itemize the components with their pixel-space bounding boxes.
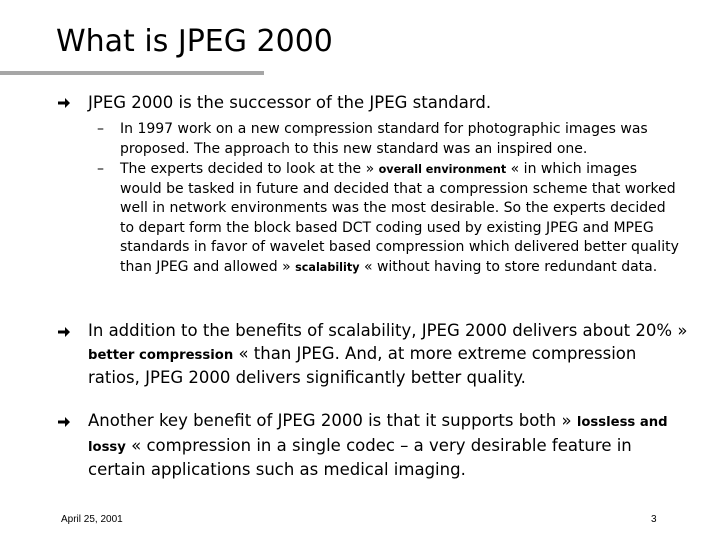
- right-arrow-icon: [57, 96, 71, 110]
- keyword-overall-environment: overall environment: [378, 163, 507, 176]
- footer-date: April 25, 2001: [61, 514, 123, 525]
- text-segment: The experts decided to look at the »: [120, 161, 379, 177]
- bullet-3-text: [88, 410, 688, 482]
- text-segment: « in which images would be tasked in future and decided that a compression scheme that worked well in network environments was the most desirable. So the experts decided to depart form the block based DCT coding used by existing JPEG and MPEG standards in favor of wavelet based compression which delivered better quality than JPEG and allowed »: [120, 161, 679, 275]
- keyword-scalability: scalability: [295, 260, 360, 274]
- text-segment: « compression in a single codec – a very desirable feature in certain applications such as medical imaging.: [88, 435, 632, 479]
- sub-bullet-2-text: [120, 160, 680, 277]
- title-underline: [0, 71, 264, 75]
- keyword-better-compression: better compression: [88, 347, 234, 363]
- keyword-lossless-and-lossy: lossless and lossy: [88, 415, 668, 455]
- page-number: 3: [651, 514, 657, 525]
- text-segment: « than JPEG. And, at more extreme compression ratios, JPEG 2000 delivers significantly better quality.: [88, 343, 637, 387]
- sub-bullet-1-text: In 1997 work on a new compression standard for photographic images was proposed. The approach to this new standard was an inspired one.: [120, 121, 648, 157]
- slide-title: What is JPEG 2000: [56, 24, 333, 59]
- dash-marker: –: [97, 161, 104, 177]
- text-segment: In addition to the benefits of scalability, JPEG 2000 delivers about 20% »: [88, 321, 688, 340]
- text-segment: « without having to store redundant data.: [359, 258, 658, 275]
- text-segment: Another key benefit of JPEG 2000 is that it supports both »: [88, 411, 577, 430]
- bullet-2-text: [88, 320, 688, 390]
- right-arrow-icon: [57, 325, 71, 339]
- right-arrow-icon: [57, 415, 71, 429]
- dash-marker: –: [97, 121, 104, 137]
- bullet-1-text: JPEG 2000 is the successor of the JPEG standard.: [88, 93, 492, 112]
